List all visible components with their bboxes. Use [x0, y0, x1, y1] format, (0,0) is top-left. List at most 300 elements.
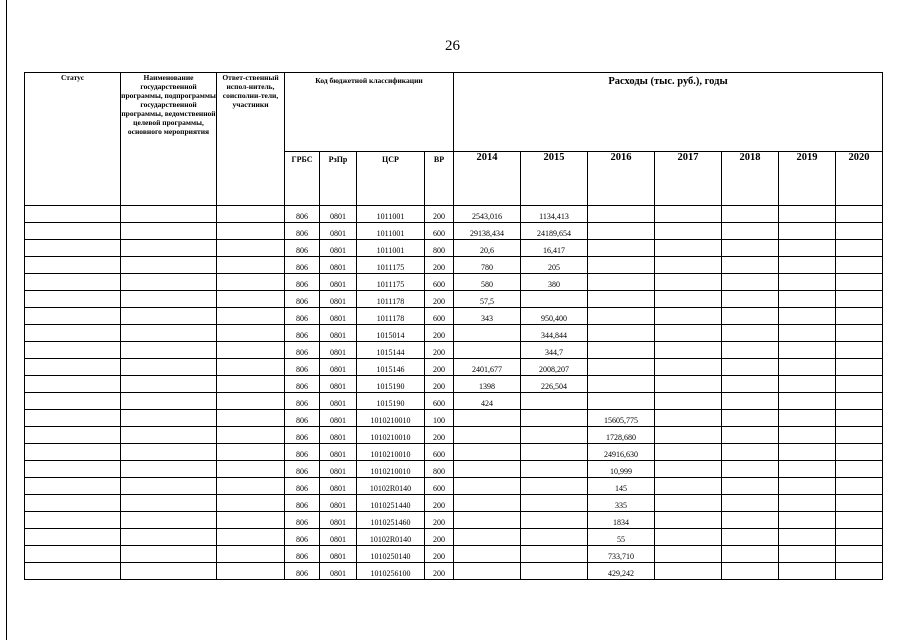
cell-grbs: 806 [285, 274, 320, 291]
cell-2016: 10,999 [588, 461, 655, 478]
cell-2015: 380 [521, 274, 588, 291]
table-row [25, 376, 883, 393]
cell-grbs: 806 [285, 478, 320, 495]
cell-2015 [521, 512, 588, 529]
cell-grbs: 806 [285, 563, 320, 580]
header-csr: ЦСР [357, 152, 425, 206]
cell-2018 [722, 240, 779, 257]
cell-status [25, 393, 121, 410]
cell-csr: 1010251440 [357, 495, 425, 512]
cell-grbs: 806 [285, 393, 320, 410]
cell-2020 [836, 240, 883, 257]
cell-2019 [779, 359, 836, 376]
cell-2019 [779, 444, 836, 461]
cell-status [25, 478, 121, 495]
cell-2020 [836, 291, 883, 308]
cell-2014: 580 [454, 274, 521, 291]
cell-csr: 1011175 [357, 257, 425, 274]
header-grbs: ГРБС [285, 152, 320, 206]
cell-executor [217, 376, 285, 393]
cell-2020 [836, 529, 883, 546]
cell-2014 [454, 478, 521, 495]
cell-2019 [779, 274, 836, 291]
cell-executor [217, 478, 285, 495]
cell-2017 [655, 257, 722, 274]
cell-rzpr: 0801 [320, 308, 357, 325]
cell-csr: 1010210010 [357, 444, 425, 461]
cell-2020 [836, 495, 883, 512]
cell-2020 [836, 410, 883, 427]
cell-2020 [836, 359, 883, 376]
cell-2015: 16,417 [521, 240, 588, 257]
cell-2014 [454, 342, 521, 359]
cell-2017 [655, 274, 722, 291]
table-row [25, 325, 883, 342]
cell-2014: 57,5 [454, 291, 521, 308]
table-body [25, 206, 883, 580]
cell-status [25, 376, 121, 393]
cell-status [25, 240, 121, 257]
cell-2019 [779, 308, 836, 325]
table-header [25, 73, 883, 206]
table-row [25, 274, 883, 291]
cell-2015 [521, 478, 588, 495]
cell-program-name [121, 257, 217, 274]
cell-2020 [836, 274, 883, 291]
table-row [25, 410, 883, 427]
cell-program-name [121, 529, 217, 546]
cell-2019 [779, 257, 836, 274]
cell-2015 [521, 461, 588, 478]
cell-rzpr: 0801 [320, 240, 357, 257]
table-row [25, 478, 883, 495]
cell-2018 [722, 427, 779, 444]
cell-2020 [836, 512, 883, 529]
cell-2014 [454, 461, 521, 478]
cell-status [25, 461, 121, 478]
table-row [25, 427, 883, 444]
cell-executor [217, 410, 285, 427]
cell-rzpr: 0801 [320, 444, 357, 461]
cell-program-name [121, 206, 217, 223]
cell-2018 [722, 342, 779, 359]
table-row [25, 563, 883, 580]
cell-2017 [655, 495, 722, 512]
cell-csr: 1010210010 [357, 461, 425, 478]
cell-2015 [521, 393, 588, 410]
cell-2014: 29138,434 [454, 223, 521, 240]
cell-grbs: 806 [285, 376, 320, 393]
cell-2019 [779, 291, 836, 308]
table-row [25, 342, 883, 359]
cell-2018 [722, 257, 779, 274]
cell-program-name [121, 546, 217, 563]
cell-rzpr: 0801 [320, 563, 357, 580]
cell-csr: 1015144 [357, 342, 425, 359]
cell-vr: 100 [425, 410, 454, 427]
table-row [25, 291, 883, 308]
cell-executor [217, 563, 285, 580]
cell-2015 [521, 563, 588, 580]
header-budget-code: Код бюджетной классификации [285, 73, 454, 152]
cell-2014 [454, 495, 521, 512]
header-year-2019: 2019 [779, 152, 836, 206]
cell-vr: 200 [425, 291, 454, 308]
cell-executor [217, 257, 285, 274]
table-row [25, 461, 883, 478]
cell-vr: 600 [425, 393, 454, 410]
cell-2020 [836, 427, 883, 444]
cell-program-name [121, 223, 217, 240]
cell-2015: 24189,654 [521, 223, 588, 240]
cell-2018 [722, 376, 779, 393]
cell-csr: 1015014 [357, 325, 425, 342]
cell-2016: 335 [588, 495, 655, 512]
cell-vr: 800 [425, 461, 454, 478]
cell-vr: 200 [425, 563, 454, 580]
table-row [25, 223, 883, 240]
cell-status [25, 359, 121, 376]
cell-2017 [655, 478, 722, 495]
cell-2017 [655, 427, 722, 444]
cell-2016 [588, 223, 655, 240]
cell-program-name [121, 478, 217, 495]
cell-2018 [722, 291, 779, 308]
cell-2014 [454, 325, 521, 342]
cell-rzpr: 0801 [320, 529, 357, 546]
cell-grbs: 806 [285, 325, 320, 342]
cell-status [25, 563, 121, 580]
cell-2015 [521, 410, 588, 427]
cell-executor [217, 359, 285, 376]
cell-rzpr: 0801 [320, 546, 357, 563]
cell-2020 [836, 461, 883, 478]
cell-2015: 344,844 [521, 325, 588, 342]
header-year-2017: 2017 [655, 152, 722, 206]
cell-csr: 10102R0140 [357, 529, 425, 546]
cell-2017 [655, 342, 722, 359]
table-row [25, 512, 883, 529]
header-rzpr: РзПр [320, 152, 357, 206]
cell-2018 [722, 359, 779, 376]
cell-grbs: 806 [285, 308, 320, 325]
cell-grbs: 806 [285, 512, 320, 529]
cell-2017 [655, 240, 722, 257]
header-year-2016: 2016 [588, 152, 655, 206]
cell-executor [217, 325, 285, 342]
cell-status [25, 495, 121, 512]
cell-2014: 2543,016 [454, 206, 521, 223]
cell-2016 [588, 393, 655, 410]
cell-program-name [121, 240, 217, 257]
cell-2015: 344,7 [521, 342, 588, 359]
cell-2017 [655, 325, 722, 342]
cell-2016 [588, 308, 655, 325]
cell-program-name [121, 563, 217, 580]
cell-2015 [521, 495, 588, 512]
cell-2018 [722, 563, 779, 580]
cell-executor [217, 529, 285, 546]
cell-2018 [722, 325, 779, 342]
cell-2014: 2401,677 [454, 359, 521, 376]
cell-2016 [588, 274, 655, 291]
cell-status [25, 342, 121, 359]
cell-grbs: 806 [285, 291, 320, 308]
cell-2017 [655, 546, 722, 563]
cell-2017 [655, 563, 722, 580]
cell-2017 [655, 410, 722, 427]
table-row [25, 393, 883, 410]
cell-grbs: 806 [285, 444, 320, 461]
cell-grbs: 806 [285, 223, 320, 240]
cell-2017 [655, 529, 722, 546]
cell-2018 [722, 478, 779, 495]
cell-status [25, 512, 121, 529]
cell-vr: 200 [425, 325, 454, 342]
cell-grbs: 806 [285, 240, 320, 257]
cell-2017 [655, 461, 722, 478]
table-row [25, 257, 883, 274]
cell-program-name [121, 376, 217, 393]
cell-2015 [521, 444, 588, 461]
cell-2017 [655, 512, 722, 529]
cell-program-name [121, 512, 217, 529]
cell-2019 [779, 240, 836, 257]
cell-vr: 200 [425, 495, 454, 512]
cell-2014: 20,6 [454, 240, 521, 257]
cell-2014: 1398 [454, 376, 521, 393]
cell-2018 [722, 461, 779, 478]
cell-csr: 1011001 [357, 206, 425, 223]
cell-2015: 205 [521, 257, 588, 274]
cell-csr: 10102R0140 [357, 478, 425, 495]
cell-rzpr: 0801 [320, 427, 357, 444]
cell-csr: 1011001 [357, 240, 425, 257]
cell-csr: 1010210010 [357, 410, 425, 427]
cell-csr: 1011178 [357, 308, 425, 325]
table-row [25, 529, 883, 546]
header-year-2020: 2020 [836, 152, 883, 206]
cell-2018 [722, 274, 779, 291]
table-row [25, 308, 883, 325]
cell-vr: 200 [425, 546, 454, 563]
cell-vr: 200 [425, 376, 454, 393]
header-program-name: Наименование государственной программы, подпрограммы государственной программы, ведомственной целевой программы, основного мероприятия [121, 73, 217, 206]
header-vr: ВР [425, 152, 454, 206]
cell-2020 [836, 223, 883, 240]
cell-status [25, 529, 121, 546]
cell-2019 [779, 529, 836, 546]
cell-grbs: 806 [285, 206, 320, 223]
header-year-2014: 2014 [454, 152, 521, 206]
cell-2014 [454, 444, 521, 461]
cell-executor [217, 274, 285, 291]
cell-grbs: 806 [285, 529, 320, 546]
cell-grbs: 806 [285, 546, 320, 563]
cell-2020 [836, 342, 883, 359]
cell-csr: 1010210010 [357, 427, 425, 444]
cell-executor [217, 308, 285, 325]
cell-2017 [655, 359, 722, 376]
cell-vr: 600 [425, 274, 454, 291]
cell-vr: 200 [425, 512, 454, 529]
cell-program-name [121, 495, 217, 512]
cell-grbs: 806 [285, 410, 320, 427]
cell-2018 [722, 495, 779, 512]
cell-2015: 1134,413 [521, 206, 588, 223]
page-number: 26 [445, 38, 460, 54]
cell-2019 [779, 478, 836, 495]
cell-csr: 1011178 [357, 291, 425, 308]
cell-executor [217, 546, 285, 563]
cell-status [25, 427, 121, 444]
cell-grbs: 806 [285, 257, 320, 274]
cell-status [25, 546, 121, 563]
header-year-2018: 2018 [722, 152, 779, 206]
cell-rzpr: 0801 [320, 291, 357, 308]
cell-2016 [588, 325, 655, 342]
cell-2014: 343 [454, 308, 521, 325]
cell-2017 [655, 223, 722, 240]
cell-2019 [779, 427, 836, 444]
cell-2015 [521, 546, 588, 563]
cell-2016: 733,710 [588, 546, 655, 563]
cell-program-name [121, 325, 217, 342]
cell-executor [217, 342, 285, 359]
cell-program-name [121, 444, 217, 461]
cell-2016 [588, 342, 655, 359]
cell-csr: 1015190 [357, 376, 425, 393]
cell-csr: 1011001 [357, 223, 425, 240]
cell-2014 [454, 427, 521, 444]
cell-vr: 600 [425, 308, 454, 325]
cell-2016 [588, 359, 655, 376]
cell-2017 [655, 444, 722, 461]
cell-vr: 800 [425, 240, 454, 257]
cell-2016 [588, 376, 655, 393]
cell-2020 [836, 308, 883, 325]
cell-2020 [836, 546, 883, 563]
cell-csr: 1010256100 [357, 563, 425, 580]
header-year-2015: 2015 [521, 152, 588, 206]
cell-vr: 200 [425, 257, 454, 274]
cell-status [25, 308, 121, 325]
cell-2016: 429,242 [588, 563, 655, 580]
cell-executor [217, 444, 285, 461]
cell-2019 [779, 325, 836, 342]
cell-2016: 15605,775 [588, 410, 655, 427]
page-left-border [6, 0, 7, 640]
table-row [25, 206, 883, 223]
cell-status [25, 274, 121, 291]
cell-status [25, 257, 121, 274]
table-row [25, 546, 883, 563]
table-row [25, 359, 883, 376]
cell-2019 [779, 393, 836, 410]
cell-2017 [655, 376, 722, 393]
cell-executor [217, 206, 285, 223]
cell-2020 [836, 206, 883, 223]
cell-2015: 950,400 [521, 308, 588, 325]
cell-rzpr: 0801 [320, 461, 357, 478]
cell-2014: 424 [454, 393, 521, 410]
cell-vr: 600 [425, 478, 454, 495]
cell-rzpr: 0801 [320, 257, 357, 274]
cell-csr: 1010251460 [357, 512, 425, 529]
cell-status [25, 223, 121, 240]
cell-2015 [521, 529, 588, 546]
cell-grbs: 806 [285, 461, 320, 478]
cell-2014 [454, 410, 521, 427]
cell-vr: 200 [425, 342, 454, 359]
cell-2017 [655, 393, 722, 410]
cell-2020 [836, 563, 883, 580]
cell-executor [217, 495, 285, 512]
cell-2018 [722, 410, 779, 427]
cell-vr: 200 [425, 206, 454, 223]
cell-executor [217, 240, 285, 257]
cell-2019 [779, 342, 836, 359]
cell-csr: 1011175 [357, 274, 425, 291]
cell-rzpr: 0801 [320, 410, 357, 427]
cell-csr: 1015146 [357, 359, 425, 376]
cell-rzpr: 0801 [320, 359, 357, 376]
cell-rzpr: 0801 [320, 325, 357, 342]
cell-program-name [121, 291, 217, 308]
cell-program-name [121, 410, 217, 427]
cell-rzpr: 0801 [320, 206, 357, 223]
cell-2015: 2008,207 [521, 359, 588, 376]
cell-grbs: 806 [285, 342, 320, 359]
cell-2016: 145 [588, 478, 655, 495]
cell-executor [217, 393, 285, 410]
header-status: Статус [25, 73, 121, 206]
cell-executor [217, 512, 285, 529]
cell-2014 [454, 546, 521, 563]
cell-2014 [454, 563, 521, 580]
cell-grbs: 806 [285, 359, 320, 376]
cell-executor [217, 461, 285, 478]
cell-rzpr: 0801 [320, 478, 357, 495]
cell-vr: 200 [425, 359, 454, 376]
cell-2020 [836, 325, 883, 342]
cell-2015 [521, 291, 588, 308]
cell-status [25, 410, 121, 427]
cell-program-name [121, 308, 217, 325]
cell-rzpr: 0801 [320, 376, 357, 393]
cell-vr: 200 [425, 529, 454, 546]
cell-status [25, 291, 121, 308]
cell-2020 [836, 478, 883, 495]
table-row [25, 444, 883, 461]
cell-2016: 55 [588, 529, 655, 546]
cell-grbs: 806 [285, 427, 320, 444]
cell-csr: 1010250140 [357, 546, 425, 563]
cell-2015: 226,504 [521, 376, 588, 393]
cell-2018 [722, 546, 779, 563]
cell-rzpr: 0801 [320, 393, 357, 410]
cell-2019 [779, 410, 836, 427]
cell-2016: 24916,630 [588, 444, 655, 461]
cell-2018 [722, 223, 779, 240]
cell-2019 [779, 223, 836, 240]
cell-2016 [588, 257, 655, 274]
cell-status [25, 206, 121, 223]
cell-2014 [454, 512, 521, 529]
cell-2018 [722, 512, 779, 529]
cell-status [25, 325, 121, 342]
cell-program-name [121, 427, 217, 444]
